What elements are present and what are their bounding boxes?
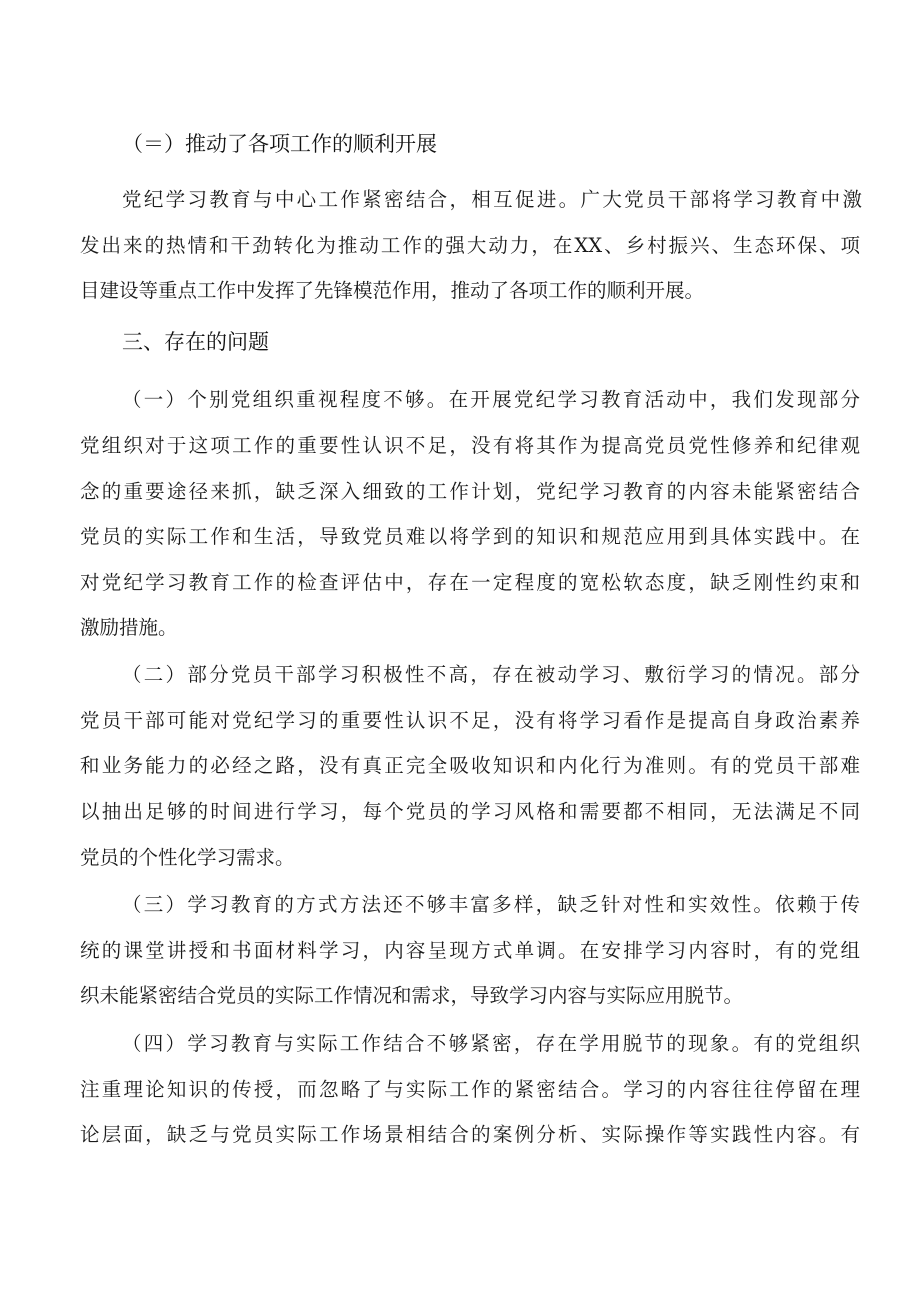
paragraph-line: 党员干部可能对党纪学习的重要性认识不足，没有将学习看作是提高自身政治素养 (80, 709, 860, 732)
paragraph-line: 党组织对于这项工作的重要性认识不足，没有将其作为提高党员党性修养和纪律观 (80, 434, 860, 457)
paragraph-line: 统的课堂讲授和书面材料学习，内容呈现方式单调。在安排学习内容时，有的党组 (80, 939, 860, 962)
paragraph-line: 和业务能力的必经之路，没有真正完全吸收知识和内化行为准则。有的党员干部难 (80, 754, 860, 777)
paragraph-line: （四）学习教育与实际工作结合不够紧密，存在学用脱节的现象。有的党组织 (122, 1032, 860, 1055)
paragraph-line: （一）个别党组织重视程度不够。在开展党纪学习教育活动中，我们发现部分 (122, 388, 860, 411)
paragraph-line: （三）学习教育的方式方法还不够丰富多样，缺乏针对性和实效性。依赖于传 (122, 893, 860, 916)
paragraph-line: 激励措施。 (80, 616, 178, 639)
paragraph-line: 党员的个性化学习需求。 (80, 846, 295, 869)
paragraph-line: 党员的实际工作和生活，导致党员难以将学到的知识和规范应用到具体实践中。在 (80, 525, 860, 548)
paragraph-line: 党纪学习教育与中心工作紧密结合，相互促进。广大党员干部将学习教育中激 (122, 188, 862, 211)
paragraph-line: 织未能紧密结合党员的实际工作情况和需求，导致学习内容与实际应用脱节。 (80, 984, 744, 1007)
paragraph-line: 目建设等重点工作中发挥了先锋模范作用，推动了各项工作的顺利开展。 (80, 279, 705, 302)
paragraph-line: 以抽出足够的时间进行学习，每个党员的学习风格和需要都不相同，无法满足不同 (80, 800, 860, 823)
paragraph-line: 注重理论知识的传授，而忽略了与实际工作的紧密结合。学习的内容往往停留在理 (80, 1078, 860, 1101)
paragraph-line: 发出来的热情和干劲转化为推动工作的强大动力，在XX、乡村振兴、生态环保、项 (80, 234, 860, 257)
paragraph-line: 念的重要途径来抓，缺乏深入细致的工作计划，党纪学习教育的内容未能紧密结合 (80, 480, 860, 503)
paragraph-line: 论层面，缺乏与党员实际工作场景相结合的案例分析、实际操作等实践性内容。有 (80, 1123, 860, 1146)
section-heading-3: 三、存在的问题 (122, 330, 269, 354)
paragraph-line: 对党纪学习教育工作的检查评估中，存在一定程度的宽松软态度，缺乏刚性约束和 (80, 571, 860, 594)
section-heading-2: （＝）推动了各项工作的顺利开展 (122, 132, 437, 156)
paragraph-line: （二）部分党员干部学习积极性不高，存在被动学习、敷衍学习的情况。部分 (122, 663, 860, 686)
